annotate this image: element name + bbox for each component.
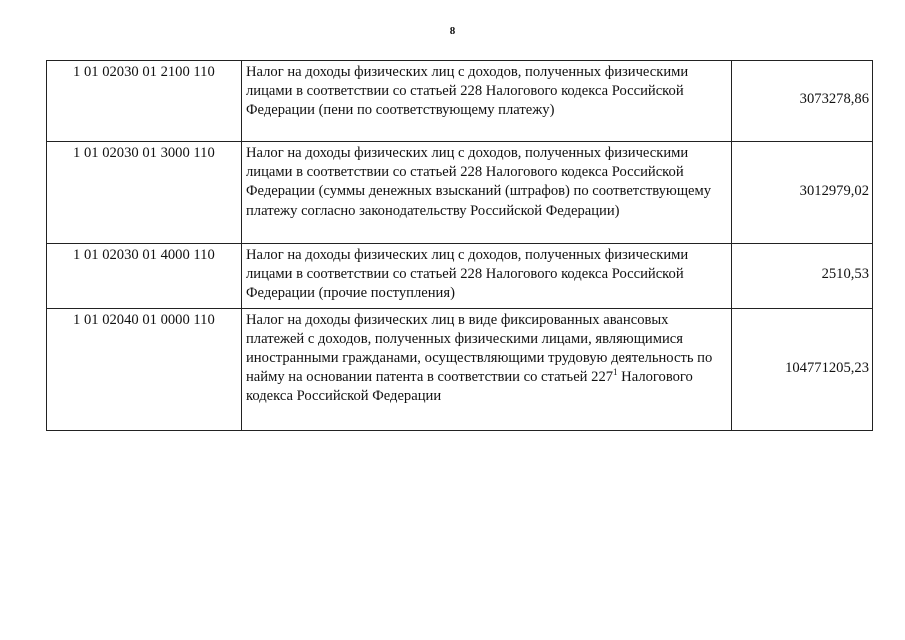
revenue-description-text-tail: Налогового кодекса Российской Федерации [246, 369, 693, 405]
article-superscript: 1 [613, 367, 618, 378]
table-row [47, 308, 873, 430]
table-row [47, 244, 873, 309]
revenue-description: Налог на доходы физических лиц с доходов, полученных физическими лицами в соответствии со статьей 228 Налогового кодекса Российской Федерации (прочие поступления) [242, 244, 732, 309]
revenue-amount: 3073278,86 [732, 61, 873, 142]
budget-revenue-table [46, 60, 873, 431]
budget-classification-code: 1 01 02040 01 0000 110 [47, 308, 242, 430]
revenue-description: Налог на доходы физических лиц с доходов, полученных физическими лицами в соответствии со статьей 228 Налогового кодекса Российской Федерации (пени по соответствующему платежу) [242, 61, 732, 142]
revenue-description-text: Налог на доходы физических лиц в виде фиксированных авансовых платежей с доходов, полученных физическими лицами, являющимися иностранными гражданами, осуществляющими трудовую деятельность по найму на основании патента в соответствии со статьей 227 [246, 311, 713, 386]
page-number: 8 [449, 25, 456, 37]
revenue-description: Налог на доходы физических лиц с доходов, полученных физическими лицами в соответствии со статьей 228 Налогового кодекса Российской Федерации (суммы денежных взысканий (штрафов) по соответствующему платежу согласно законодательству Российской Федерации) [242, 142, 732, 244]
budget-classification-code: 1 01 02030 01 2100 110 [47, 61, 242, 142]
revenue-amount: 104771205,23 [732, 308, 873, 430]
budget-classification-code: 1 01 02030 01 3000 110 [47, 142, 242, 244]
revenue-amount: 3012979,02 [732, 142, 873, 244]
table-row [47, 61, 873, 142]
revenue-amount: 2510,53 [732, 244, 873, 309]
revenue-description [242, 308, 732, 430]
budget-classification-code: 1 01 02030 01 4000 110 [47, 244, 242, 309]
table-row [47, 142, 873, 244]
